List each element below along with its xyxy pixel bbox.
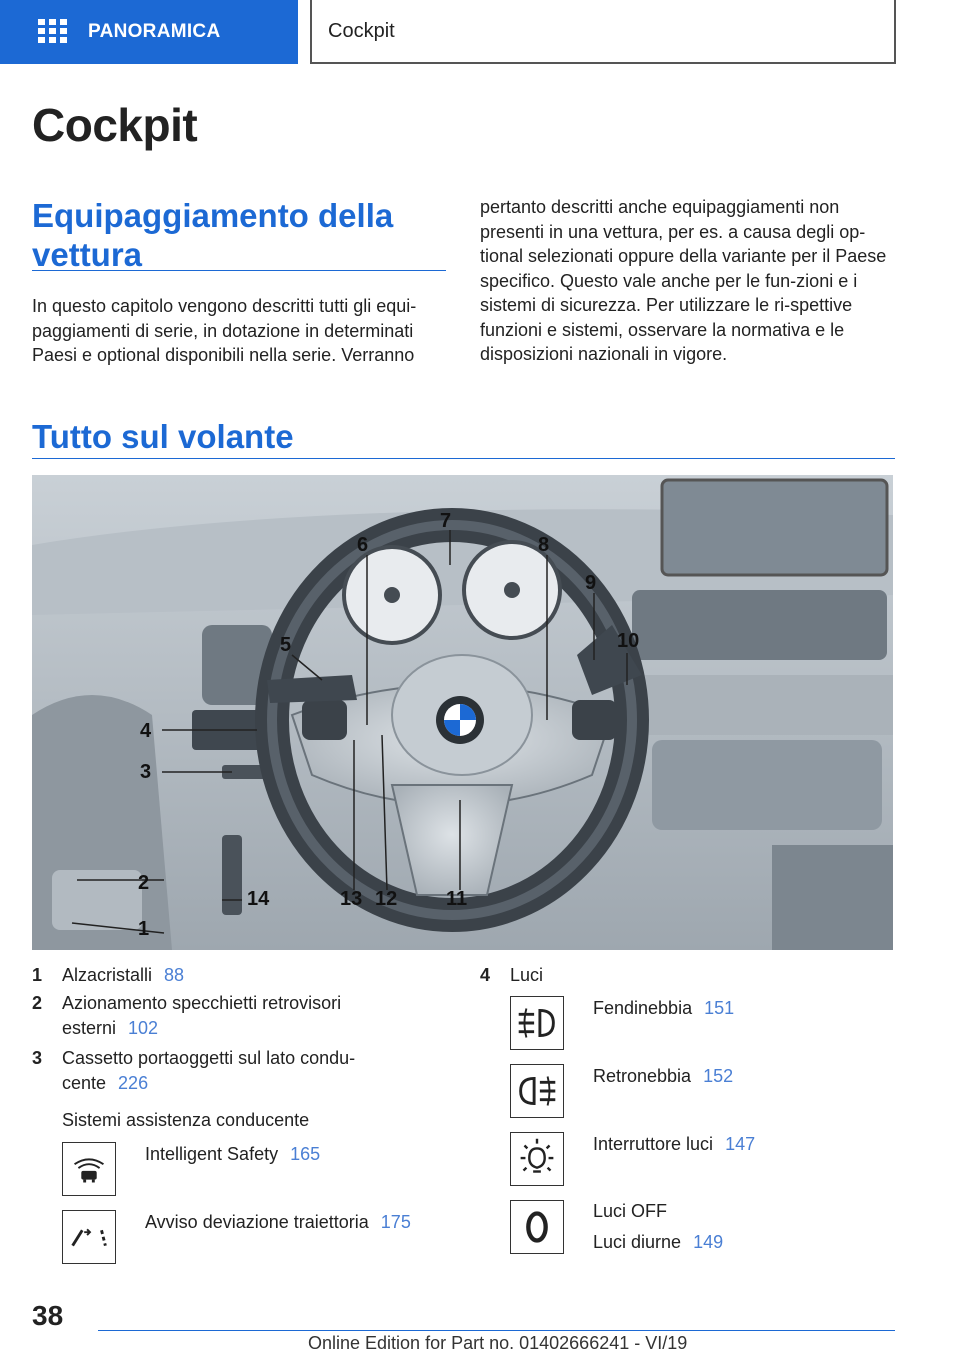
page-title: Cockpit bbox=[32, 99, 198, 151]
legend-item: Interruttore luci 147 bbox=[593, 1134, 756, 1154]
grid-menu-icon bbox=[38, 19, 68, 45]
page-ref-link[interactable]: 149 bbox=[693, 1232, 724, 1252]
section-heading-steering-wheel: Tutto sul volante bbox=[32, 418, 294, 455]
callout-14: 14 bbox=[247, 888, 270, 910]
section-divider bbox=[32, 270, 446, 271]
callout-4: 4 bbox=[140, 720, 152, 742]
lane-departure-icon bbox=[62, 1210, 116, 1264]
callout-13: 13 bbox=[340, 888, 363, 910]
callout-3: 3 bbox=[140, 761, 152, 783]
legend-item: 3 Cassetto portaoggetti sul lato condu- cente 226 bbox=[32, 1048, 356, 1093]
page-ref-link[interactable]: 226 bbox=[118, 1073, 149, 1093]
lights-off-icon bbox=[510, 1200, 564, 1254]
overview-tab-label: PANORAMICA bbox=[88, 21, 221, 42]
page-ref-link[interactable]: 152 bbox=[703, 1066, 734, 1086]
rear-fog-light-icon bbox=[510, 1064, 564, 1118]
page-ref-link[interactable]: 102 bbox=[128, 1018, 159, 1038]
legend-left bbox=[32, 963, 452, 1130]
callout-7: 7 bbox=[440, 510, 452, 532]
callout-6: 6 bbox=[357, 534, 369, 556]
front-fog-light-icon bbox=[510, 996, 564, 1050]
intro-paragraph-right: pertanto descritti anche equipaggiamenti non presenti in una vettura, per es. a causa degli op-tional selezionati oppure della variante per il Paese specifico. Questo vale anche per le fun-zioni e i sistemi di sicurezza. Per utilizzare le ri-spettive funzioni e sistemi, osservare la normativa e le disposizioni nazionali in vigore. bbox=[480, 197, 887, 364]
page-number: 38 bbox=[32, 1300, 64, 1331]
callout-10: 10 bbox=[617, 630, 640, 652]
legend-item: Luci OFF Luci diurne 149 bbox=[593, 1201, 724, 1252]
callout-12: 12 bbox=[375, 888, 398, 910]
page-ref-link[interactable]: 165 bbox=[290, 1144, 321, 1164]
callout-11: 11 bbox=[446, 888, 468, 910]
light-switch-icon bbox=[510, 1132, 564, 1186]
page-ref-link[interactable]: 147 bbox=[725, 1134, 756, 1154]
legend-item: Intelligent Safety 165 bbox=[145, 1144, 321, 1164]
page-ref-link[interactable]: 175 bbox=[380, 1212, 411, 1232]
legend-item: 2 Azionamento specchietti retrovisori esterni 102 bbox=[32, 993, 342, 1038]
cockpit-illustration bbox=[32, 475, 893, 950]
footer-divider bbox=[98, 1330, 895, 1331]
section-heading-equipment: Equipaggiamento della vettura bbox=[32, 197, 394, 273]
breadcrumb bbox=[310, 0, 896, 64]
callout-5: 5 bbox=[280, 634, 292, 656]
legend-item: Retronebbia 152 bbox=[593, 1066, 734, 1086]
intro-paragraph-left: In questo capitolo vengono descritti tutti gli equi-paggiamenti di serie, in dotazione in determinati Paesi e optional disponibili nella serie. Verranno bbox=[32, 296, 417, 365]
callout-8: 8 bbox=[538, 534, 550, 556]
legend-item: 1 Alzacristalli 88 bbox=[32, 965, 185, 985]
breadcrumb-label: Cockpit bbox=[328, 19, 395, 42]
footer-edition: Online Edition for Part no. 01402666241 - VI/19 bbox=[308, 1333, 688, 1353]
page-ref-link[interactable]: 88 bbox=[164, 965, 185, 985]
section-divider bbox=[32, 458, 895, 459]
callout-9: 9 bbox=[585, 572, 597, 594]
legend-item: Avviso deviazione traiettoria 175 bbox=[145, 1212, 411, 1232]
overview-tab[interactable] bbox=[0, 0, 298, 64]
assist-label: Sistemi assistenza conducente bbox=[62, 1110, 310, 1130]
callout-1: 1 bbox=[138, 918, 150, 940]
page-ref-link[interactable]: 151 bbox=[704, 998, 735, 1018]
callout-2: 2 bbox=[138, 872, 150, 894]
intelligent-safety-icon bbox=[62, 1142, 116, 1196]
legend-item: Fendinebbia 151 bbox=[593, 998, 735, 1018]
